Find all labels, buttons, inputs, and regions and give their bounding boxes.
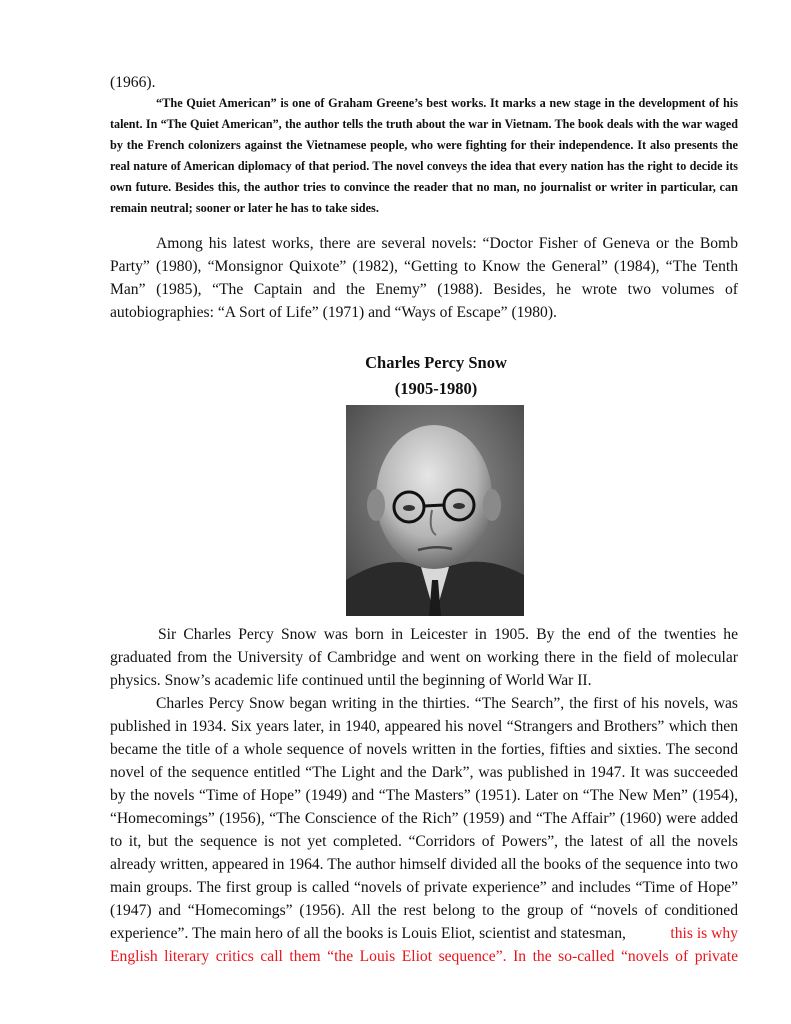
text-line: “The Quiet American” is one of Graham Greene’s best works. It marks a new stage in the development of his bbox=[156, 96, 738, 110]
text-line: Charles Percy Snow began writing in the thirties. “The Search”, the first of his novels, was bbox=[156, 695, 738, 712]
text-line: main groups. The first group is called “novels of private experience” and includes “Time of Hope” bbox=[110, 879, 738, 896]
highlighted-text-line: English literary critics call them “the Louis Eliot sequence”. In the so-called “novels of private bbox=[110, 948, 738, 965]
section-heading: Charles Percy Snow bbox=[365, 353, 507, 372]
text-segment: experience”. The main hero of all the books is Louis Eliot, scientist and statesman, bbox=[110, 925, 626, 942]
text-line: novel of the sequence entitled “The Light and the Dark”, was published in 1947. It was succeeded bbox=[110, 764, 738, 781]
text-line: autobiographies: “A Sort of Life” (1971) and “Ways of Escape” (1980). bbox=[110, 304, 557, 321]
text-line: by the French colonizers against the Vietnamese people, who were fighting for their independence. It also presents the bbox=[110, 138, 738, 152]
text-line bbox=[110, 925, 738, 943]
text-line: own future. Besides this, the author tries to convince the reader that no man, no journalist or writer in particular, can bbox=[110, 180, 738, 194]
text-line: physics. Snow’s academic life continued until the beginning of World War II. bbox=[110, 672, 592, 689]
author-portrait-photo bbox=[346, 405, 524, 616]
section-years: (1905-1980) bbox=[394, 379, 478, 398]
text-line: graduated from the University of Cambridge and went on working there in the field of molecular bbox=[110, 649, 738, 666]
text-line: real nature of American diplomacy of that period. The novel conveys the idea that every nation has the right to decide its bbox=[110, 159, 738, 173]
opening-line: (1966). bbox=[110, 74, 156, 91]
text-line: by the novels “Time of Hope” (1949) and “The Masters” (1951). Later on “The New Men” (1954), bbox=[110, 787, 738, 804]
text-line: remain neutral; sooner or later he has to take sides. bbox=[110, 201, 379, 215]
text-line: Sir Charles Percy Snow was born in Leicester in 1905. By the end of the twenties he bbox=[158, 626, 738, 643]
text-line: “Homecomings” (1956), “The Conscience of the Rich” (1959) and “The Affair” (1960) were added bbox=[110, 810, 738, 827]
text-line: published in 1934. Six years later, in 1940, appeared his novel “Strangers and Brothers” which then bbox=[110, 718, 738, 735]
text-line: (1947) and “Homecomings” (1956). All the rest belong to the group of “novels of conditioned bbox=[110, 902, 738, 919]
text-line: Among his latest works, there are several novels: “Doctor Fisher of Geneva or the Bomb bbox=[156, 235, 738, 252]
text-line: Man” (1985), “The Captain and the Enemy” (1988). Besides, he wrote two volumes of bbox=[110, 281, 738, 298]
text-line: talent. In “The Quiet American”, the author tells the truth about the war in Vietnam. The book deals with the war waged bbox=[110, 117, 738, 131]
text-line: to it, but the sequence is not yet completed. “Corridors of Powers”, the latest of all the novels bbox=[110, 833, 738, 850]
text-line: became the title of a whole sequence of novels written in the forties, fifties and sixties. The second bbox=[110, 741, 738, 758]
highlighted-text: this is why bbox=[670, 925, 738, 942]
text-line: Party” (1980), “Monsignor Quixote” (1982), “Getting to Know the General” (1984), “The Tenth bbox=[110, 258, 738, 275]
text-line: already written, appeared in 1964. The author himself divided all the books of the sequence into two bbox=[110, 856, 738, 873]
